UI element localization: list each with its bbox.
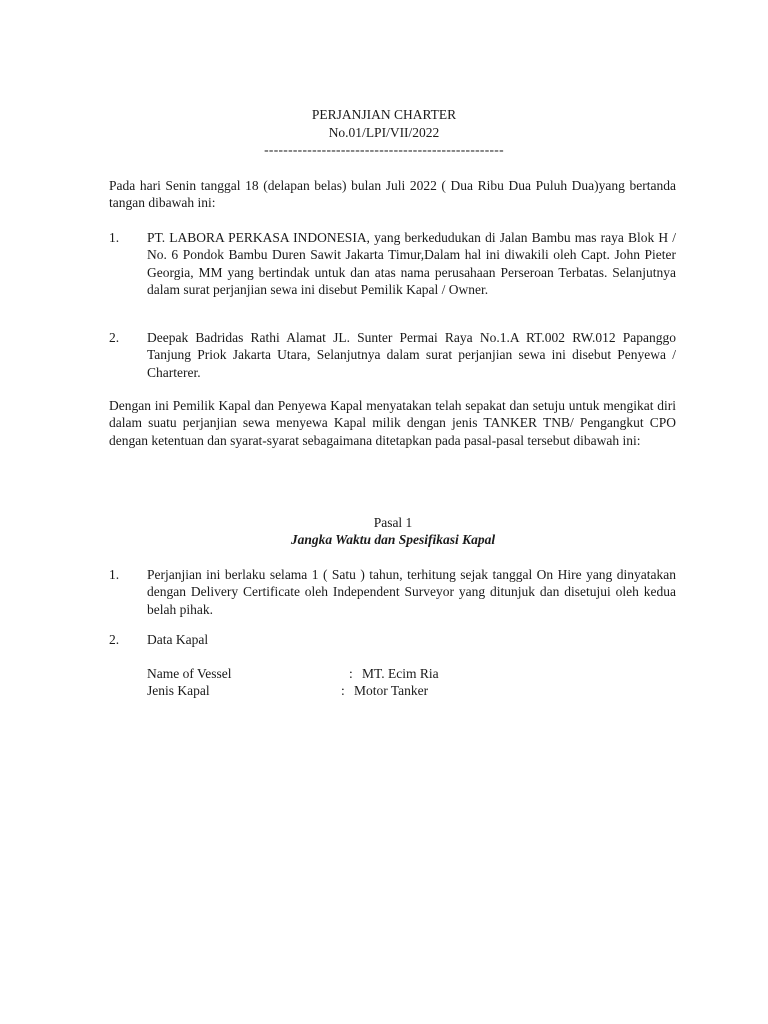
pasal-1-heading: Jangka Waktu dan Spesifikasi Kapal <box>290 532 496 547</box>
vessel-name-value: MT. Ecim Ria <box>362 666 439 681</box>
party-1-text: PT. LABORA PERKASA INDONESIA, yang berkedudukan di Jalan Bambu mas raya Blok H / No. 6 Pondok Bambu Duren Sawit Jakarta Timur,Dalam hal ini diwakili oleh Capt. John Pieter Georgia, MM yang bertindak untuk dan atas nama perusahaan Perseroan Terbatas. Selanjutnya dalam surat perjanjian sewa ini disebut Pemilik Kapal / Owner. <box>147 230 676 297</box>
party-1-number: 1. <box>109 230 120 245</box>
document-number: No.01/LPI/VII/2022 <box>328 125 440 140</box>
pasal-1-label: Pasal 1 <box>373 515 413 530</box>
vessel-type-value: Motor Tanker <box>354 683 429 698</box>
pasal-1-item-2-number: 2. <box>109 632 120 647</box>
pasal-1-item-1-text: Perjanjian ini berlaku selama 1 ( Satu ) tahun, terhitung sejak tanggal On Hire yang dinyatakan dengan Delivery Certificate oleh Independent Surveyor yang ditunjuk dan disetujui oleh kedua belah pihak. <box>147 567 676 617</box>
agreement-paragraph: Dengan ini Pemilik Kapal dan Penyewa Kapal menyatakan telah sepakat dan setuju untuk mengikat diri dalam suatu perjanjian sewa menyewa Kapal milik dengan jenis TANKER TNB/ Pengangkut CPO dengan ketentuan dan syarat-syarat sebagaimana ditetapkan pada pasal-pasal tersebut dibawah ini: <box>109 398 676 448</box>
vessel-type-label: Jenis Kapal <box>147 683 210 698</box>
vessel-name-separator: : <box>349 666 353 681</box>
intro-paragraph: Pada hari Senin tanggal 18 (delapan belas) bulan Juli 2022 ( Dua Ribu Dua Puluh Dua)yang bertanda tangan dibawah ini: <box>109 178 676 211</box>
vessel-name-label: Name of Vessel <box>147 666 232 681</box>
pasal-1-item-2-text: Data Kapal <box>147 632 209 647</box>
party-2-text: Deepak Badridas Rathi Alamat JL. Sunter Permai Raya No.1.A RT.002 RW.012 Papanggo Tanjung Priok Jakarta Utara, Selanjutnya dalam surat perjanjian sewa ini disebut Penyewa / Charterer. <box>147 330 676 380</box>
document-title: PERJANJIAN CHARTER <box>311 107 457 122</box>
vessel-type-separator: : <box>341 683 345 698</box>
pasal-1-item-1-number: 1. <box>109 567 120 582</box>
title-divider: -------------------------------------------------- <box>264 142 504 157</box>
party-2-number: 2. <box>109 330 120 345</box>
